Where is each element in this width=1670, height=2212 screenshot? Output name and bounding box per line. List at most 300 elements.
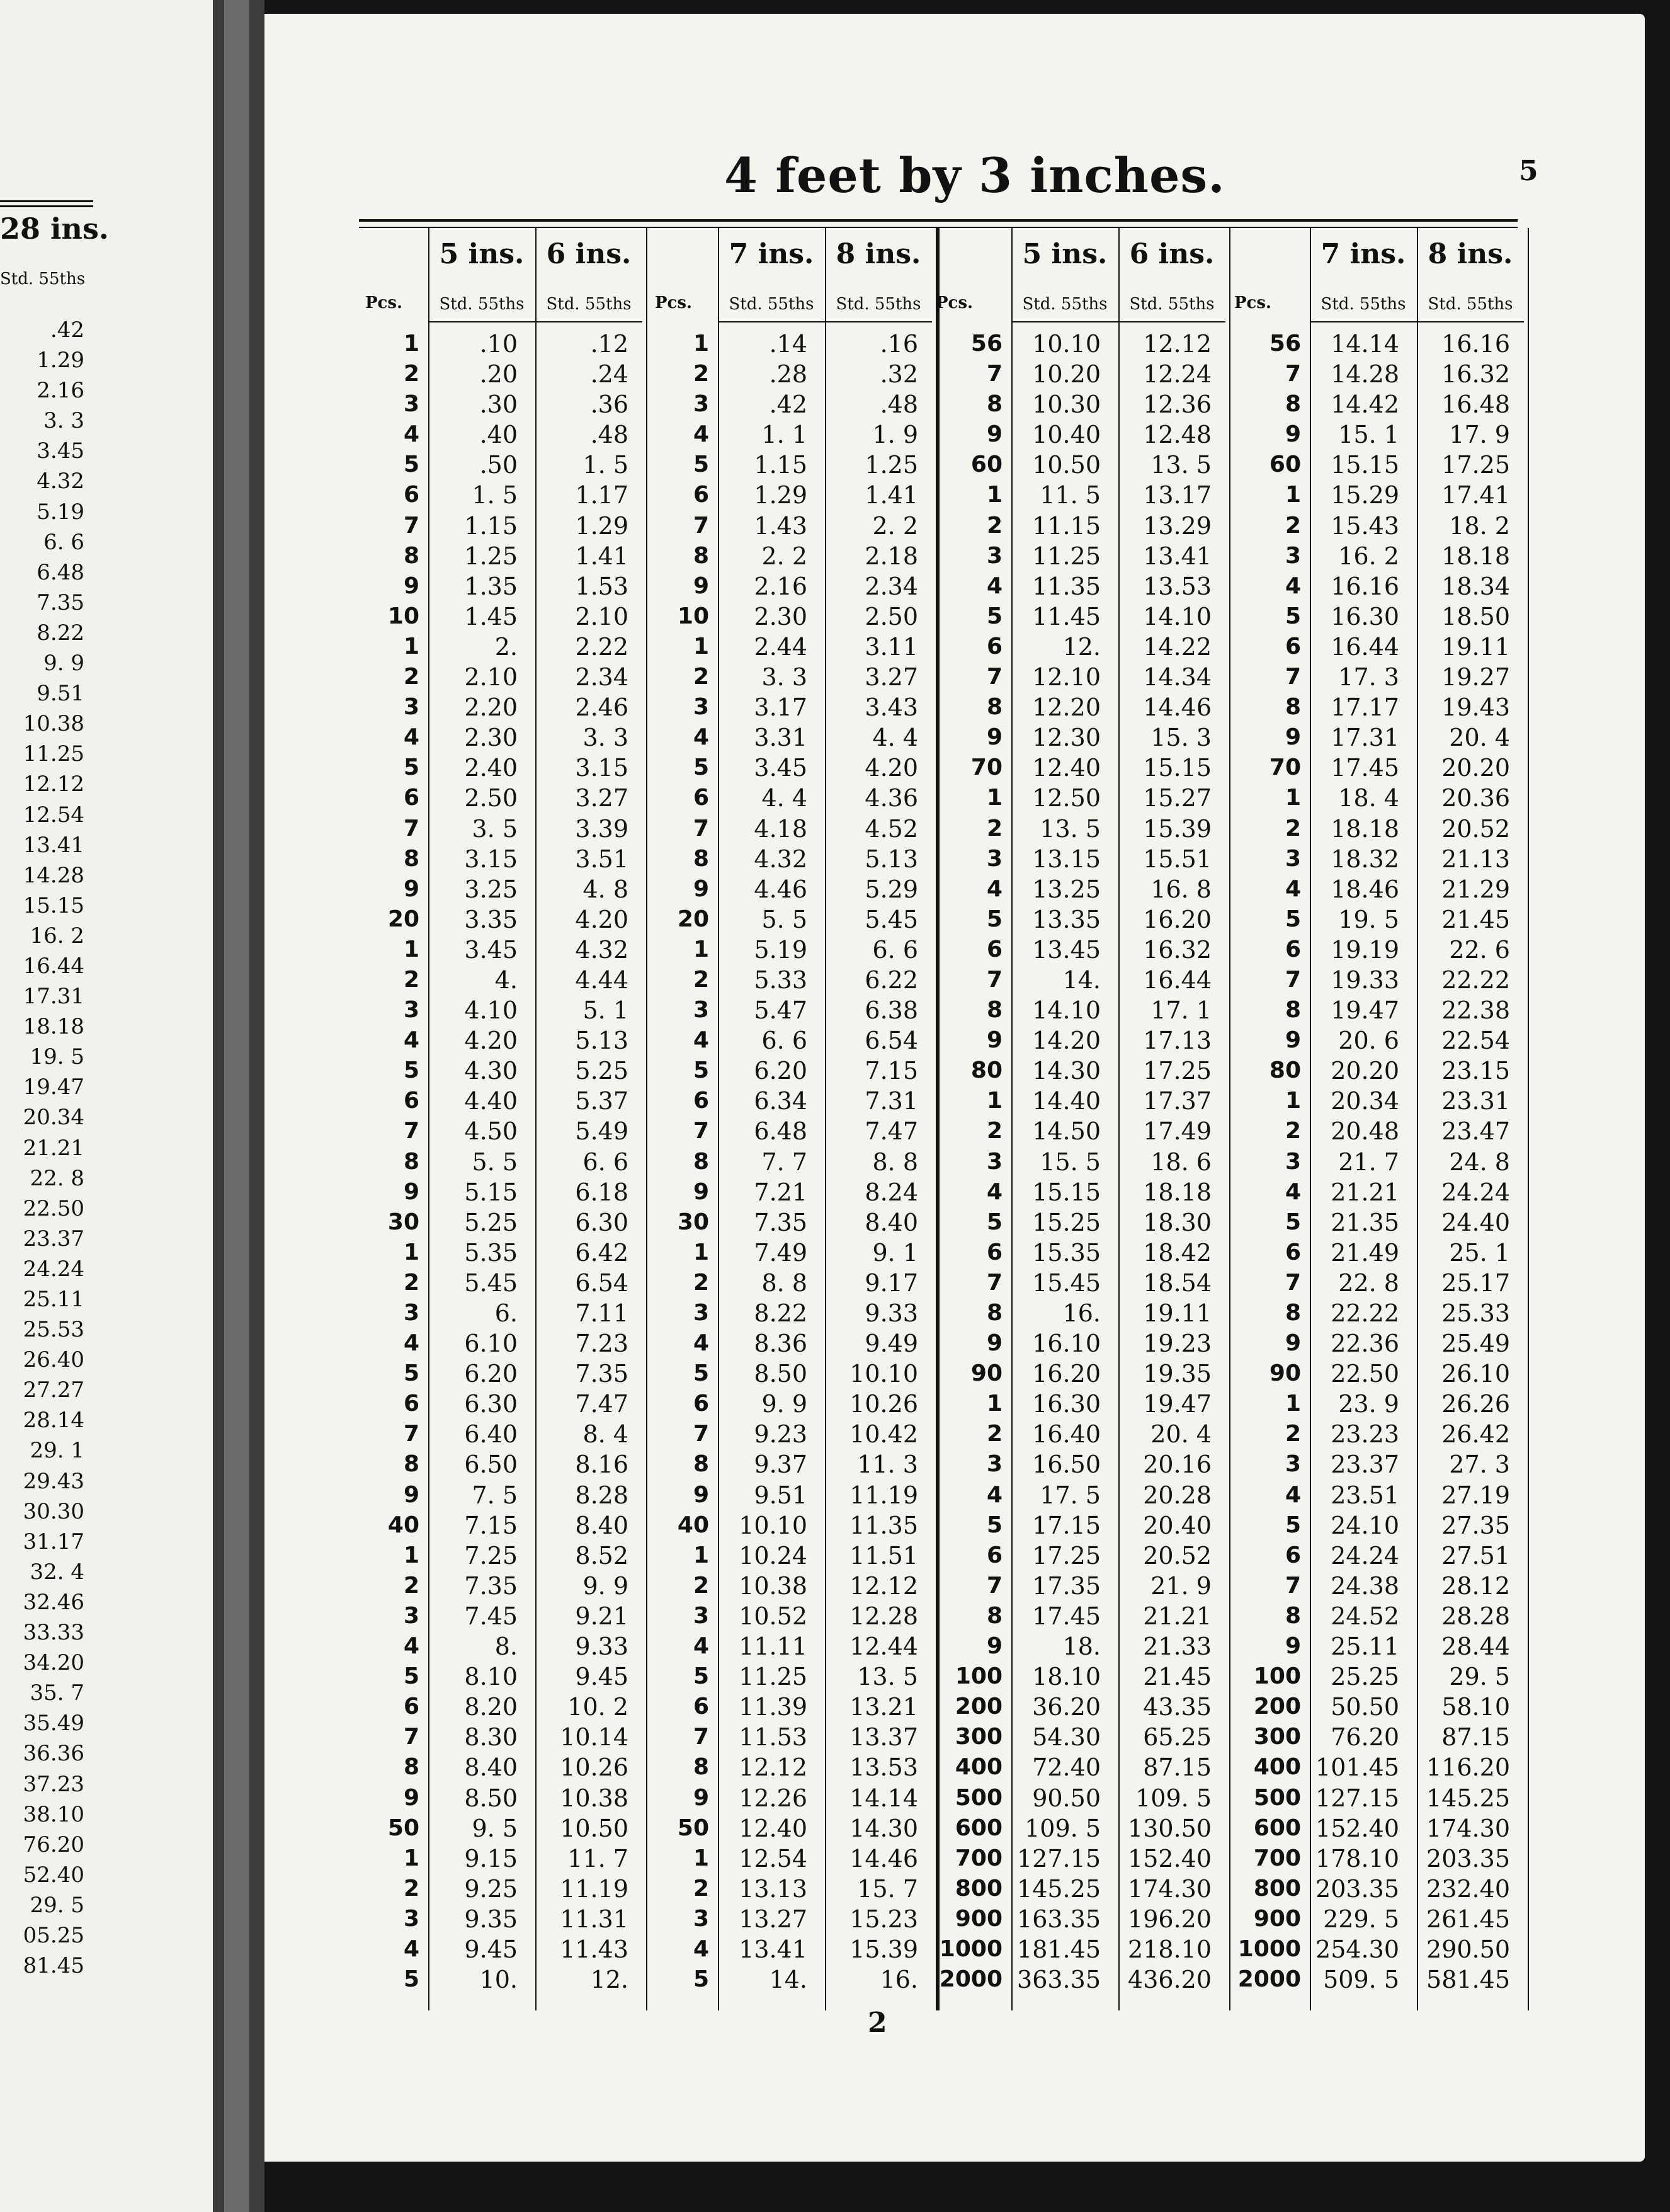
value-cell: 11.25: [739, 1663, 807, 1691]
facing-page-value: 18.18: [23, 1014, 84, 1040]
pieces-cell: 4: [986, 875, 1003, 902]
value-cell: 13.35: [1032, 905, 1101, 933]
value-cell: 26.10: [1441, 1360, 1510, 1388]
value-cell: 4.10: [464, 996, 518, 1025]
facing-page-value: 23.37: [23, 1226, 84, 1251]
value-cell: 8.16: [575, 1451, 628, 1479]
header-rule: [718, 321, 932, 322]
pieces-cell: 7: [693, 1118, 709, 1144]
pieces-cell: 4: [403, 724, 419, 751]
pieces-cell: 1: [403, 1845, 419, 1871]
value-cell: 10.14: [560, 1723, 628, 1752]
pieces-cell: 2: [986, 1118, 1003, 1144]
value-cell: 363.35: [1017, 1966, 1101, 1994]
value-cell: 16.44: [1331, 632, 1399, 661]
value-cell: 22.54: [1441, 1027, 1510, 1055]
column-header: 5 ins.: [439, 238, 525, 270]
value-cell: 4.30: [464, 1057, 518, 1085]
value-cell: 65.25: [1143, 1723, 1212, 1752]
value-cell: 11.31: [560, 1905, 628, 1933]
value-cell: 12.40: [1032, 754, 1101, 782]
pieces-cell: 6: [693, 785, 709, 811]
value-cell: 22. 8: [1338, 1268, 1399, 1297]
pieces-cell: 50: [387, 1815, 419, 1841]
value-cell: 4.52: [865, 814, 918, 843]
value-cell: 17.25: [1143, 1057, 1212, 1085]
value-cell: 2.34: [865, 572, 918, 600]
value-cell: 290.50: [1426, 1935, 1510, 1963]
pieces-cell: 8: [693, 542, 709, 569]
pieces-cell: 3: [403, 1905, 419, 1932]
value-cell: 6.40: [464, 1420, 518, 1449]
pieces-cell: 10: [677, 603, 709, 629]
value-column: [1310, 329, 1399, 1995]
value-cell: 10.52: [739, 1602, 807, 1630]
pieces-cell: 4: [693, 724, 709, 751]
facing-page-value: 21.21: [23, 1135, 84, 1161]
value-cell: 3.15: [575, 754, 628, 782]
facing-page-value: .42: [50, 317, 84, 343]
value-cell: 232.40: [1426, 1874, 1510, 1903]
value-cell: 6.20: [464, 1360, 518, 1388]
value-cell: 24. 8: [1449, 1148, 1510, 1176]
value-cell: 22.38: [1441, 996, 1510, 1025]
value-cell: 8.28: [575, 1481, 628, 1509]
value-cell: 20.20: [1331, 1057, 1399, 1085]
value-cell: 21.45: [1441, 905, 1510, 933]
pieces-cell: 3: [1285, 1451, 1301, 1478]
book-gutter-shadow: [224, 0, 249, 2212]
value-cell: 14.22: [1143, 632, 1212, 661]
value-cell: 16. 8: [1150, 875, 1212, 903]
value-cell: 27.19: [1441, 1481, 1510, 1509]
value-cell: 3.45: [754, 754, 807, 782]
page-title: 4 feet by 3 inches.: [724, 147, 1225, 203]
value-cell: 18. 6: [1150, 1148, 1212, 1176]
pieces-cell: 7: [986, 966, 1003, 993]
value-cell: 13.41: [739, 1935, 807, 1963]
value-cell: 3.27: [575, 784, 628, 812]
value-cell: 16.20: [1143, 905, 1212, 933]
value-cell: 11.25: [1032, 542, 1101, 570]
facing-page-value: 52.40: [23, 1862, 84, 1888]
value-cell: 152.40: [1128, 1844, 1212, 1873]
facing-page-value: 36.36: [23, 1741, 84, 1767]
value-cell: 10.26: [560, 1753, 628, 1782]
value-cell: 29. 5: [1449, 1663, 1510, 1691]
value-cell: 127.15: [1017, 1844, 1101, 1873]
facing-page-value: 81.45: [23, 1953, 84, 1979]
facing-page-value: 26.40: [23, 1347, 84, 1373]
pieces-cell: 2: [693, 1572, 709, 1599]
value-cell: 7.15: [865, 1057, 918, 1085]
value-cell: 10.30: [1032, 391, 1101, 419]
pieces-cell: 4: [403, 1027, 419, 1054]
pieces-cell: 8: [693, 845, 709, 872]
facing-page-value: 35. 7: [30, 1680, 84, 1706]
pieces-cell: 6: [693, 1694, 709, 1720]
facing-page-value: 6. 6: [43, 529, 84, 555]
value-cell: 4.20: [464, 1027, 518, 1055]
value-cell: 17. 3: [1338, 663, 1399, 692]
pieces-cell: 1: [986, 1391, 1003, 1417]
pieces-cell: 4: [1285, 573, 1301, 599]
value-cell: 4.32: [575, 935, 628, 964]
value-cell: .42: [769, 391, 807, 419]
value-cell: .48: [590, 421, 628, 449]
value-cell: 4. 4: [761, 784, 807, 812]
value-cell: 8.20: [464, 1693, 518, 1721]
pieces-cell: 9: [403, 1178, 419, 1205]
column-subheader: Std. 55ths: [439, 295, 525, 314]
pieces-cell: 6: [403, 1694, 419, 1720]
top-rule: [359, 219, 1518, 222]
value-cell: 1.43: [754, 511, 807, 540]
facing-page-value: 11.25: [23, 741, 84, 767]
value-cell: 16.32: [1441, 360, 1510, 389]
column-header: 7 ins.: [729, 238, 814, 270]
pieces-cell: 1: [986, 785, 1003, 811]
header-rule: [428, 321, 642, 322]
pieces-cell: 6: [403, 482, 419, 508]
value-cell: 12.12: [849, 1571, 918, 1600]
value-cell: 4.18: [754, 814, 807, 843]
facing-page-value: 30.30: [23, 1498, 84, 1524]
value-cell: 18.42: [1143, 1238, 1212, 1267]
facing-page-value: 14.28: [23, 862, 84, 888]
value-cell: 6.30: [575, 1208, 628, 1236]
value-cell: 2.46: [575, 693, 628, 722]
value-cell: 13.21: [849, 1693, 918, 1721]
pieces-cell: 7: [403, 1118, 419, 1144]
pieces-cell: 2: [403, 361, 419, 387]
value-cell: 15.15: [1331, 451, 1399, 479]
value-cell: 50.50: [1331, 1693, 1399, 1721]
facing-page-value: 31.17: [23, 1529, 84, 1554]
value-cell: 8.24: [865, 1178, 918, 1206]
value-cell: 145.25: [1426, 1784, 1510, 1812]
pieces-cell: 4: [693, 1633, 709, 1660]
value-cell: 16.16: [1441, 330, 1510, 358]
value-cell: 2.40: [464, 754, 518, 782]
value-cell: 13.27: [739, 1905, 807, 1933]
value-cell: 12.40: [739, 1814, 807, 1842]
value-cell: 10.26: [849, 1390, 918, 1418]
value-cell: 10.: [479, 1966, 518, 1994]
value-cell: 17. 1: [1150, 996, 1212, 1025]
value-cell: 24.10: [1331, 1511, 1399, 1539]
pieces-cell: 9: [1285, 1330, 1301, 1357]
facing-page-value: 10.38: [23, 711, 84, 737]
value-cell: 4. 4: [872, 724, 918, 752]
pieces-cell: 6: [693, 482, 709, 508]
value-cell: 1.15: [754, 451, 807, 479]
value-cell: 19. 5: [1338, 905, 1399, 933]
pieces-cell: 7: [403, 815, 419, 841]
pieces-cell: 1: [403, 936, 419, 962]
facing-page-value: 12.12: [23, 772, 84, 797]
pieces-cell: 9: [693, 1481, 709, 1508]
value-column: [428, 329, 518, 1995]
value-cell: 11.43: [560, 1935, 628, 1963]
value-cell: 23.15: [1441, 1057, 1510, 1085]
value-cell: 25.17: [1441, 1268, 1510, 1297]
value-cell: 229. 5: [1323, 1905, 1399, 1933]
value-cell: 14.40: [1032, 1087, 1101, 1115]
value-cell: 15. 1: [1338, 421, 1399, 449]
value-cell: 90.50: [1032, 1784, 1101, 1812]
pieces-cell: 1: [1285, 785, 1301, 811]
value-cell: 9.33: [575, 1633, 628, 1661]
value-cell: 15.15: [1032, 1178, 1101, 1206]
value-cell: 25.11: [1331, 1633, 1399, 1661]
pieces-cell: 6: [986, 1239, 1003, 1265]
value-cell: 127.15: [1315, 1784, 1399, 1812]
value-cell: 28.12: [1441, 1571, 1510, 1600]
value-cell: 12.54: [739, 1844, 807, 1873]
pieces-cell: 6: [986, 1542, 1003, 1568]
value-cell: 25.33: [1441, 1299, 1510, 1327]
value-cell: 14.10: [1032, 996, 1101, 1025]
value-cell: 54.30: [1032, 1723, 1101, 1752]
value-cell: 17.45: [1331, 754, 1399, 782]
facing-page-value: 1.29: [37, 348, 84, 373]
value-cell: 12.36: [1143, 391, 1212, 419]
pieces-cell: 3: [403, 694, 419, 721]
value-cell: 2.50: [865, 602, 918, 630]
value-cell: 14.28: [1331, 360, 1399, 389]
value-cell: 3.31: [754, 724, 807, 752]
value-cell: 1.29: [575, 511, 628, 540]
value-cell: 27. 3: [1449, 1451, 1510, 1479]
value-cell: 10.24: [739, 1541, 807, 1570]
pieces-cell: 40: [387, 1512, 419, 1538]
value-cell: 19.33: [1331, 966, 1399, 994]
value-cell: 20.28: [1143, 1481, 1212, 1509]
value-cell: 21.33: [1143, 1633, 1212, 1661]
pieces-cell: 4: [986, 1481, 1003, 1508]
column-subheader: Std. 55ths: [836, 295, 921, 314]
value-cell: 4. 8: [582, 875, 628, 903]
value-cell: 24.24: [1441, 1178, 1510, 1206]
pieces-cell: 8: [986, 1300, 1003, 1326]
value-cell: 15. 3: [1150, 724, 1212, 752]
value-cell: 15.43: [1331, 511, 1399, 540]
value-cell: 4.32: [754, 845, 807, 873]
value-cell: 2.22: [575, 632, 628, 661]
value-cell: 581.45: [1426, 1966, 1510, 1994]
pieces-cell: 9: [403, 875, 419, 902]
pieces-cell: 4: [693, 1330, 709, 1357]
value-cell: 8.36: [754, 1330, 807, 1358]
pieces-cell: 7: [403, 1724, 419, 1750]
value-cell: 18.18: [1441, 542, 1510, 570]
pieces-cell: 5: [693, 1360, 709, 1387]
pieces-cell: 2: [693, 1875, 709, 1901]
pieces-cell: 1: [1285, 1391, 1301, 1417]
value-cell: 14.30: [1032, 1057, 1101, 1085]
pieces-cell: 400: [955, 1754, 1003, 1781]
value-column: [825, 329, 918, 1995]
value-cell: 10.10: [849, 1360, 918, 1388]
value-cell: 6.20: [754, 1057, 807, 1085]
value-cell: 8.50: [754, 1360, 807, 1388]
value-cell: 8.50: [464, 1784, 518, 1812]
pieces-cell: 3: [693, 1602, 709, 1629]
value-cell: 17.13: [1143, 1027, 1212, 1055]
value-cell: 17. 9: [1449, 421, 1510, 449]
column-header: 8 ins.: [836, 238, 921, 270]
value-cell: 10.20: [1032, 360, 1101, 389]
value-cell: 174.30: [1128, 1874, 1212, 1903]
pieces-cell: 2000: [1237, 1966, 1301, 1993]
pieces-cell: 9: [986, 1027, 1003, 1054]
value-cell: 23.31: [1441, 1087, 1510, 1115]
pieces-cell: 8: [986, 391, 1003, 418]
value-cell: 2.10: [575, 602, 628, 630]
pieces-cell: 6: [1285, 633, 1301, 659]
value-cell: 5.29: [865, 875, 918, 903]
value-cell: 17.41: [1441, 481, 1510, 510]
facing-page-value: 29.43: [23, 1468, 84, 1494]
pieces-cell: 9: [986, 724, 1003, 751]
value-cell: 11.35: [849, 1511, 918, 1539]
value-cell: 9.51: [754, 1481, 807, 1509]
value-cell: 22.22: [1331, 1299, 1399, 1327]
pieces-cell: 2: [403, 1572, 419, 1599]
value-cell: .24: [590, 360, 628, 389]
value-cell: 7.47: [865, 1117, 918, 1146]
value-cell: 7.45: [464, 1602, 518, 1630]
facing-page-value: 24.24: [23, 1256, 84, 1282]
pieces-cell: 1: [693, 1239, 709, 1265]
pieces-cell: 8: [693, 1451, 709, 1478]
value-cell: 20.20: [1441, 754, 1510, 782]
pieces-cell: 9: [693, 1178, 709, 1205]
value-cell: 21.13: [1441, 845, 1510, 873]
value-cell: 8.30: [464, 1723, 518, 1752]
value-cell: 11.15: [1032, 511, 1101, 540]
pieces-cell: 4: [403, 1936, 419, 1962]
pieces-cell: 1: [693, 1542, 709, 1568]
value-cell: 20.16: [1143, 1451, 1212, 1479]
pieces-cell: 600: [955, 1815, 1003, 1841]
column-subheader: Std. 55ths: [546, 295, 632, 314]
value-cell: 3.15: [464, 845, 518, 873]
value-cell: 9.45: [464, 1935, 518, 1963]
pieces-cell: 20: [677, 906, 709, 932]
value-cell: 13. 5: [1150, 451, 1212, 479]
value-cell: 21.35: [1331, 1208, 1399, 1236]
value-column: [535, 329, 628, 1995]
value-cell: 203.35: [1315, 1874, 1399, 1903]
facing-page-value: 2.16: [37, 378, 84, 404]
value-cell: 7.25: [464, 1541, 518, 1570]
value-cell: 5. 5: [472, 1148, 518, 1176]
value-cell: 109. 5: [1135, 1784, 1212, 1812]
value-cell: 17.35: [1032, 1571, 1101, 1600]
value-cell: 21.29: [1441, 875, 1510, 903]
pieces-cell: 5: [693, 452, 709, 478]
pieces-cell: 8: [1285, 1602, 1301, 1629]
value-cell: 5.15: [464, 1178, 518, 1206]
column-subheader: Std. 55ths: [1428, 295, 1513, 314]
value-cell: 12.: [1062, 632, 1101, 661]
pieces-cell: 4: [403, 421, 419, 448]
value-cell: 15. 7: [857, 1874, 918, 1903]
pieces-cell: 8: [1285, 391, 1301, 418]
value-cell: 2.30: [754, 602, 807, 630]
value-cell: 6.54: [575, 1268, 628, 1297]
value-cell: 16.50: [1032, 1451, 1101, 1479]
value-cell: 24.40: [1441, 1208, 1510, 1236]
pieces-column: [1228, 329, 1301, 1995]
pieces-cell: 6: [403, 1088, 419, 1114]
pieces-cell: 700: [1253, 1845, 1301, 1871]
value-cell: 24.38: [1331, 1571, 1399, 1600]
value-cell: 4.: [494, 966, 518, 994]
facing-page-value: 27.27: [23, 1377, 84, 1403]
value-cell: 6.22: [865, 966, 918, 994]
value-cell: 14.14: [849, 1784, 918, 1812]
pieces-cell: 1: [403, 1542, 419, 1568]
pieces-cell: 5: [403, 1663, 419, 1690]
pieces-cell: 9: [986, 1633, 1003, 1660]
pieces-cell: 3: [693, 1905, 709, 1932]
value-cell: 5.45: [464, 1268, 518, 1297]
value-cell: 20.34: [1331, 1087, 1399, 1115]
pieces-cell: 8: [1285, 694, 1301, 721]
value-cell: 6.50: [464, 1451, 518, 1479]
pieces-cell: 3: [986, 845, 1003, 872]
value-cell: 21. 7: [1338, 1148, 1399, 1176]
value-cell: 19.23: [1143, 1330, 1212, 1358]
pieces-cell: 1: [986, 482, 1003, 508]
value-cell: 1.41: [865, 481, 918, 510]
pieces-cell: 8: [986, 694, 1003, 721]
facing-page-value: 35.49: [23, 1711, 84, 1736]
pieces-cell: 1000: [939, 1936, 1003, 1962]
value-cell: 5.45: [865, 905, 918, 933]
pieces-cell: 2: [1285, 512, 1301, 539]
value-cell: 181.45: [1017, 1935, 1101, 1963]
facing-page-value: 28.14: [23, 1408, 84, 1434]
value-cell: 4.20: [575, 905, 628, 933]
pieces-cell: 2: [403, 664, 419, 690]
value-cell: 1.35: [464, 572, 518, 600]
facing-page-value: 19.47: [23, 1075, 84, 1100]
pieces-header: Pcs.: [936, 294, 974, 312]
pieces-cell: 9: [1285, 1027, 1301, 1054]
value-cell: 1.25: [865, 451, 918, 479]
value-cell: .32: [880, 360, 918, 389]
pieces-cell: 56: [1269, 331, 1301, 356]
value-cell: 7.11: [575, 1299, 628, 1327]
value-cell: 9.33: [865, 1299, 918, 1327]
pieces-cell: 7: [986, 361, 1003, 387]
pieces-cell: 1: [693, 936, 709, 962]
signature-mark: 2: [868, 2007, 887, 2039]
value-cell: .30: [479, 391, 518, 419]
value-cell: 13. 5: [1040, 814, 1101, 843]
pieces-cell: 2000: [939, 1966, 1003, 1993]
value-cell: 8.40: [865, 1208, 918, 1236]
facing-page-value: 32. 4: [30, 1559, 84, 1585]
value-cell: 15.39: [1143, 814, 1212, 843]
pieces-cell: 9: [403, 1481, 419, 1508]
value-cell: 9.21: [575, 1602, 628, 1630]
value-cell: 20.48: [1331, 1117, 1399, 1146]
